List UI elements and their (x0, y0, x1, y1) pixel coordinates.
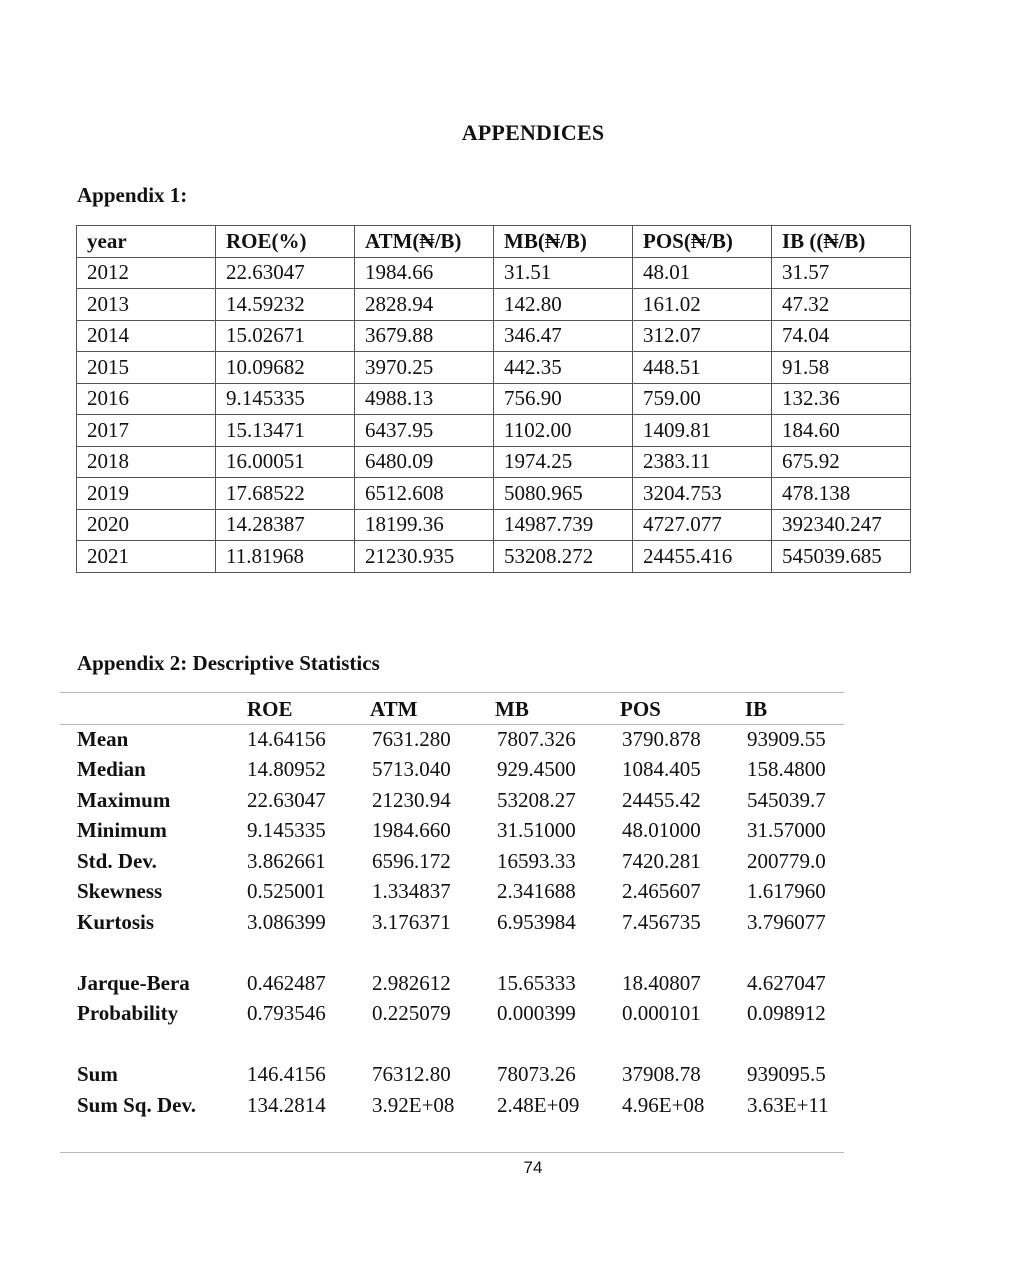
table-row (60, 724, 870, 755)
table-cell: 37908.78 (622, 1062, 701, 1087)
column-header: ROE(%) (216, 226, 355, 258)
table-cell: 3.796077 (747, 909, 826, 934)
table-cell: 142.80 (494, 289, 633, 321)
row-label: Kurtosis (77, 909, 155, 934)
table-cell: 22.63047 (216, 257, 355, 289)
table-cell: 24455.416 (633, 541, 772, 573)
table-cell: 21230.935 (355, 541, 494, 573)
table-cell: 756.90 (494, 383, 633, 415)
row-label: Maximum (77, 787, 171, 812)
table-cell: 134.2814 (247, 1092, 326, 1117)
table-cell: 0.525001 (247, 879, 326, 904)
table-cell: 2021 (77, 541, 216, 573)
table-row (60, 846, 870, 877)
table-cell: 2020 (77, 509, 216, 541)
descriptive-statistics-table (60, 694, 870, 1121)
table-cell: 15.13471 (216, 415, 355, 447)
table-cell: 3.176371 (372, 909, 451, 934)
table-cell: 2.341688 (497, 879, 576, 904)
table-cell: 1.617960 (747, 879, 826, 904)
table-cell: 6.953984 (497, 909, 576, 934)
table-row (60, 877, 870, 908)
table-cell: 47.32 (772, 289, 911, 321)
table-row (77, 415, 911, 447)
table-cell: 0.000399 (497, 1001, 576, 1026)
table-cell: 545039.685 (772, 541, 911, 573)
table-cell: 48.01 (633, 257, 772, 289)
table-cell: 2012 (77, 257, 216, 289)
table-cell: 14.59232 (216, 289, 355, 321)
table-cell: 3679.88 (355, 320, 494, 352)
table-cell: 3790.878 (622, 726, 701, 751)
table-cell: 1984.66 (355, 257, 494, 289)
page-number: 74 (523, 1158, 543, 1177)
table-cell: 0.225079 (372, 1001, 451, 1026)
table-cell: 3.086399 (247, 909, 326, 934)
row-label: Sum Sq. Dev. (77, 1092, 197, 1117)
table-cell: 158.4800 (747, 757, 826, 782)
table-header-row (77, 226, 911, 258)
table-row (77, 509, 911, 541)
table-cell: 442.35 (494, 352, 633, 384)
table-cell: 2383.11 (633, 446, 772, 478)
table-cell: 3.92E+08 (372, 1092, 455, 1117)
table-row (77, 320, 911, 352)
table-row (77, 541, 911, 573)
table-cell: 4.96E+08 (622, 1092, 705, 1117)
table-cell: 15.65333 (497, 970, 576, 995)
table-row (77, 289, 911, 321)
table-cell: 31.51000 (497, 818, 576, 843)
spacer-cell (60, 1029, 870, 1060)
table-cell: 132.36 (772, 383, 911, 415)
table-cell: 2015 (77, 352, 216, 384)
table-header-row (60, 694, 870, 724)
table-cell: 11.81968 (216, 541, 355, 573)
column-header: MB(₦/B) (494, 226, 633, 258)
table-cell: 939095.5 (747, 1062, 826, 1087)
table-cell: 76312.80 (372, 1062, 451, 1087)
spacer-cell (60, 938, 870, 969)
table-cell: 6437.95 (355, 415, 494, 447)
row-label: Probability (77, 1001, 179, 1026)
table-cell: 3204.753 (633, 478, 772, 510)
table-cell: 3.862661 (247, 848, 326, 873)
table-cell: 48.01000 (622, 818, 701, 843)
table-cell: 161.02 (633, 289, 772, 321)
table-cell: 545039.7 (747, 787, 826, 812)
table-cell: 31.57000 (747, 818, 826, 843)
table-cell: 2013 (77, 289, 216, 321)
group-spacer (60, 1029, 870, 1060)
column-header: IB (745, 696, 768, 721)
table-cell: 7420.281 (622, 848, 701, 873)
column-header: IB ((₦/B) (772, 226, 911, 258)
table-cell: 53208.272 (494, 541, 633, 573)
table-cell: 78073.26 (497, 1062, 576, 1087)
table-cell: 7631.280 (372, 726, 451, 751)
table-cell: 3970.25 (355, 352, 494, 384)
table-cell: 4.627047 (747, 970, 826, 995)
row-label: Mean (77, 726, 129, 751)
row-label-header (60, 694, 245, 724)
table-cell: 1102.00 (494, 415, 633, 447)
table-cell: 0.793546 (247, 1001, 326, 1026)
table-row (77, 257, 911, 289)
table-row (60, 999, 870, 1030)
table-cell: 0.462487 (247, 970, 326, 995)
row-label: Std. Dev. (77, 848, 157, 873)
table-cell: 2.982612 (372, 970, 451, 995)
table-cell: 16593.33 (497, 848, 576, 873)
table-cell: 312.07 (633, 320, 772, 352)
table-cell: 9.145335 (247, 818, 326, 843)
table-cell: 929.4500 (497, 757, 576, 782)
table-cell: 5080.965 (494, 478, 633, 510)
table-cell: 21230.94 (372, 787, 451, 812)
table-cell: 53208.27 (497, 787, 576, 812)
table-cell: 16.00051 (216, 446, 355, 478)
page-title: APPENDICES (461, 120, 605, 145)
table-top-rule (60, 692, 844, 693)
table-cell: 18199.36 (355, 509, 494, 541)
table-cell: 2.465607 (622, 879, 701, 904)
appendix-1-table (76, 225, 911, 573)
table-cell: 93909.55 (747, 726, 826, 751)
table-cell: 0.098912 (747, 1001, 826, 1026)
table-row (60, 968, 870, 999)
table-cell: 1084.405 (622, 757, 701, 782)
table-cell: 1409.81 (633, 415, 772, 447)
column-header: POS(₦/B) (633, 226, 772, 258)
table-cell: 392340.247 (772, 509, 911, 541)
table-cell: 7.456735 (622, 909, 701, 934)
table-row (60, 907, 870, 938)
table-cell: 2014 (77, 320, 216, 352)
table-row (77, 383, 911, 415)
table-cell: 200779.0 (747, 848, 826, 873)
table-cell: 91.58 (772, 352, 911, 384)
table-row (60, 816, 870, 847)
table-cell: 7807.326 (497, 726, 576, 751)
table-cell: 22.63047 (247, 787, 326, 812)
table-cell: 346.47 (494, 320, 633, 352)
table-cell: 14.80952 (247, 757, 326, 782)
table-cell: 14.28387 (216, 509, 355, 541)
table-cell: 9.145335 (216, 383, 355, 415)
table-cell: 74.04 (772, 320, 911, 352)
table-cell: 14.64156 (247, 726, 326, 751)
table-cell: 18.40807 (622, 970, 701, 995)
row-label: Median (77, 757, 146, 782)
table-cell: 146.4156 (247, 1062, 326, 1087)
table-cell: 4727.077 (633, 509, 772, 541)
table-row (60, 755, 870, 786)
table-cell: 24455.42 (622, 787, 701, 812)
column-header: year (77, 226, 216, 258)
table-cell: 2016 (77, 383, 216, 415)
table-row (60, 785, 870, 816)
table-cell: 1984.660 (372, 818, 451, 843)
table-cell: 17.68522 (216, 478, 355, 510)
column-header: ROE (247, 696, 293, 721)
table-cell: 675.92 (772, 446, 911, 478)
table-cell: 1.334837 (372, 879, 451, 904)
table-cell: 15.02671 (216, 320, 355, 352)
table-cell: 5713.040 (372, 757, 451, 782)
table-cell: 31.51 (494, 257, 633, 289)
table-cell: 2828.94 (355, 289, 494, 321)
table-cell: 2019 (77, 478, 216, 510)
table-cell: 184.60 (772, 415, 911, 447)
appendix-1-heading: Appendix 1: (77, 183, 188, 207)
table-cell: 31.57 (772, 257, 911, 289)
table-cell: 10.09682 (216, 352, 355, 384)
table-cell: 1974.25 (494, 446, 633, 478)
table-cell: 3.63E+11 (747, 1092, 829, 1117)
table-cell: 4988.13 (355, 383, 494, 415)
column-header: ATM (370, 696, 418, 721)
table-bottom-rule (60, 1152, 844, 1153)
column-header: MB (495, 696, 529, 721)
table-cell: 2017 (77, 415, 216, 447)
row-label: Jarque-Bera (77, 970, 190, 995)
table-cell: 6480.09 (355, 446, 494, 478)
table-row (77, 478, 911, 510)
row-label: Minimum (77, 818, 167, 843)
row-label: Skewness (77, 879, 163, 904)
table-row (77, 352, 911, 384)
table-cell: 448.51 (633, 352, 772, 384)
row-label: Sum (77, 1062, 118, 1087)
table-row (77, 446, 911, 478)
table-row (60, 1090, 870, 1121)
table-cell: 6596.172 (372, 848, 451, 873)
table-cell: 6512.608 (355, 478, 494, 510)
table-cell: 759.00 (633, 383, 772, 415)
column-header: ATM(₦/B) (355, 226, 494, 258)
column-header: POS (620, 696, 661, 721)
table-cell: 0.000101 (622, 1001, 701, 1026)
table-cell: 2.48E+09 (497, 1092, 580, 1117)
group-spacer (60, 938, 870, 969)
table-cell: 14987.739 (494, 509, 633, 541)
table-cell: 2018 (77, 446, 216, 478)
appendix-2-heading: Appendix 2: Descriptive Statistics (77, 651, 380, 675)
table-cell: 478.138 (772, 478, 911, 510)
table-row (60, 1060, 870, 1091)
